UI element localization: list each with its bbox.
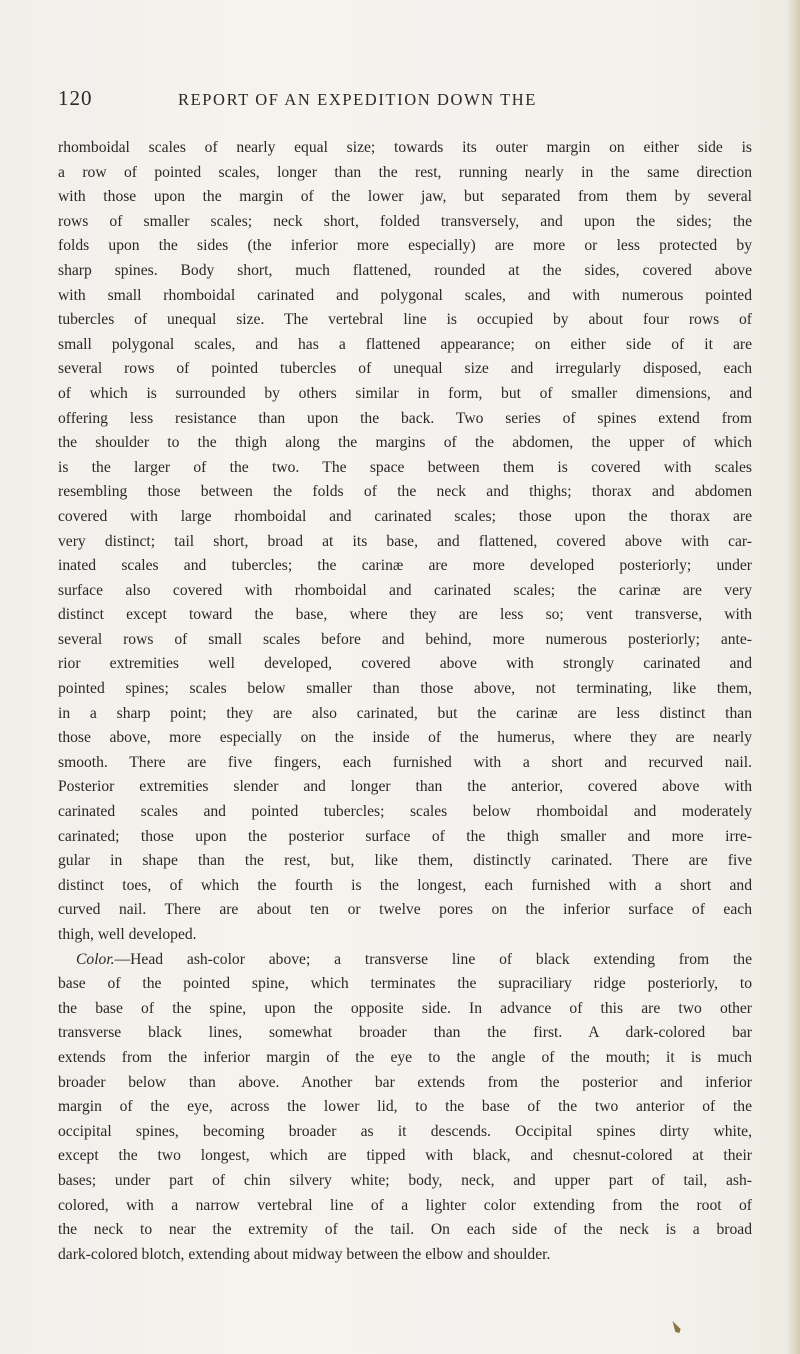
text-line: several rows of small scales before and behind, more numerous posteriorly; ante- bbox=[58, 630, 752, 648]
text-line: very distinct; tail short, broad at its base, and flattened, covered above with car- bbox=[58, 532, 752, 550]
text-line: occipital spines, becoming broader as it descends. Occipital spines dirty white, bbox=[58, 1122, 752, 1140]
text-line: curved nail. There are about ten or twelve pores on the inferior surface of each bbox=[58, 901, 752, 919]
text-line: pointed spines; scales below smaller than those above, not terminating, like them, bbox=[58, 680, 752, 698]
text-line: carinated; those upon the posterior surface of the thigh smaller and more irre- bbox=[58, 827, 752, 845]
text-line: with those upon the margin of the lower jaw, but separated from them by several bbox=[58, 188, 752, 206]
text-line: small polygonal scales, and has a flattened appearance; on either side of it are bbox=[58, 335, 752, 353]
text-line: resembling those between the folds of the neck and thighs; thorax and abdomen bbox=[58, 483, 752, 501]
page-header bbox=[58, 86, 748, 116]
text-line: thigh, well developed. bbox=[58, 926, 197, 943]
text-line: dark-colored blotch, extending about midway between the elbow and shoulder. bbox=[58, 1245, 551, 1263]
text-line: a row of pointed scales, longer than the rest, running nearly in the same direction bbox=[58, 163, 752, 181]
color-paragraph-first-line bbox=[58, 948, 752, 973]
text-line: except the two longest, which are tipped with black, and chesnut-colored at their bbox=[58, 1147, 752, 1165]
text-line: those above, more especially on the inside of the humerus, where they are nearly bbox=[58, 729, 752, 747]
text-line: broader below than above. Another bar extends from the posterior and inferior bbox=[58, 1073, 752, 1091]
text-line: —Head ash-color above; a transverse line of black extending from the bbox=[114, 950, 752, 968]
text-line: offering less resistance than upon the back. Two series of spines extend from bbox=[58, 409, 752, 427]
text-line: inated scales and tubercles; the carinæ are more developed posteriorly; under bbox=[58, 557, 752, 575]
text-line: the shoulder to the thigh along the margins of the abdomen, the upper of which bbox=[58, 434, 752, 452]
pencil-mark-icon bbox=[669, 1319, 683, 1335]
text-line: folds upon the sides (the inferior more especially) are more or less protected by bbox=[58, 237, 752, 255]
text-line: in a sharp point; they are also carinated, but the carinæ are less distinct than bbox=[58, 704, 752, 722]
text-line: rows of smaller scales; neck short, folded transversely, and upon the sides; the bbox=[58, 212, 752, 230]
running-head: REPORT OF AN EXPEDITION DOWN THE bbox=[178, 90, 537, 109]
text-line: extends from the inferior margin of the eye to the angle of the mouth; it is much bbox=[58, 1048, 752, 1066]
text-line: rhomboidal scales of nearly equal size; towards its outer margin on either side is bbox=[58, 139, 752, 156]
text-line: the neck to near the extremity of the tail. On each side of the neck is a broad bbox=[58, 1221, 752, 1239]
text-line: distinct except toward the base, where they are less so; vent transverse, with bbox=[58, 606, 752, 624]
text-line: several rows of pointed tubercles of unequal size and irregularly disposed, each bbox=[58, 360, 752, 378]
text-line: the base of the spine, upon the opposite side. In advance of this are two other bbox=[58, 999, 752, 1017]
color-section-label: Color. bbox=[76, 950, 115, 968]
text-line: margin of the eye, across the lower lid, to the base of the two anterior of the bbox=[58, 1098, 752, 1116]
text-line: surface also covered with rhomboidal and carinated scales; the carinæ are very bbox=[58, 581, 752, 599]
text-line: rior extremities well developed, covered above with strongly carinated and bbox=[58, 655, 752, 673]
text-line: base of the pointed spine, which terminates the supraciliary ridge posteriorly, to bbox=[58, 975, 752, 993]
text-line: colored, with a narrow vertebral line of a lighter color extending from the root of bbox=[58, 1196, 752, 1214]
text-line: is the larger of the two. The space between them is covered with scales bbox=[58, 458, 752, 476]
text-line: Posterior extremities slender and longer than the anterior, covered above with bbox=[58, 778, 752, 796]
text-line: tubercles of unequal size. The vertebral line is occupied by about four rows of bbox=[58, 311, 752, 329]
text-line: smooth. There are five fingers, each furnished with a short and recurved nail. bbox=[58, 753, 752, 771]
text-line: sharp spines. Body short, much flattened, rounded at the sides, covered above bbox=[58, 261, 752, 279]
text-line: carinated scales and pointed tubercles; scales below rhomboidal and moderately bbox=[58, 803, 752, 821]
text-line: bases; under part of chin silvery white; body, neck, and upper part of tail, ash- bbox=[58, 1171, 752, 1189]
text-line: covered with large rhomboidal and carinated scales; those upon the thorax are bbox=[58, 507, 752, 525]
text-line: distinct toes, of which the fourth is the longest, each furnished with a short and bbox=[58, 876, 752, 894]
page-edge-shading bbox=[786, 0, 800, 1354]
text-line: transverse black lines, somewhat broader than the first. A dark-colored bar bbox=[58, 1024, 752, 1042]
page-number: 120 bbox=[58, 86, 93, 110]
body-text bbox=[58, 136, 752, 1267]
text-line: gular in shape than the rest, but, like them, distinctly carinated. There are five bbox=[58, 852, 752, 870]
text-line: with small rhomboidal carinated and polygonal scales, and with numerous pointed bbox=[58, 286, 752, 304]
text-line: of which is surrounded by others similar in form, but of smaller dimensions, and bbox=[58, 384, 752, 402]
